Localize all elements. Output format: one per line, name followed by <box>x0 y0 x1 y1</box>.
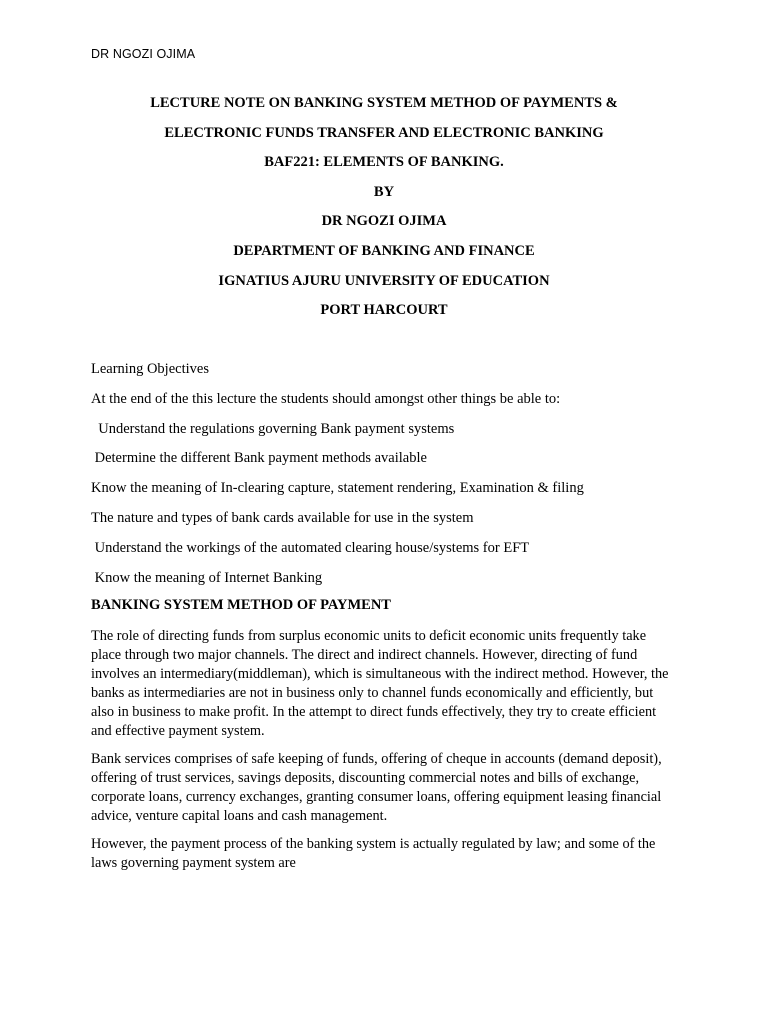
section-heading: BANKING SYSTEM METHOD OF PAYMENT <box>91 597 391 613</box>
city-line: PORT HARCOURT <box>320 302 448 319</box>
title-block <box>0 92 768 329</box>
objective-item: Understand the regulations governing Bank payment systems <box>91 420 455 437</box>
objective-item: Determine the different Bank payment methods available <box>91 450 427 467</box>
department-line: DEPARTMENT OF BANKING AND FINANCE <box>233 242 535 259</box>
page-header-author: DR NGOZI OJIMA <box>91 47 196 61</box>
body-paragraph: However, the payment process of the banking system is actually regulated by law; and some of the laws governing payment system are <box>91 836 656 871</box>
author-line: DR NGOZI OJIMA <box>321 213 447 230</box>
title-line-2: ELECTRONIC FUNDS TRANSFER AND ELECTRONIC BANKING <box>164 124 604 141</box>
by-line: BY <box>373 183 395 200</box>
objective-item: Understand the workings of the automated clearing house/systems for EFT <box>91 539 530 556</box>
title-line-1: LECTURE NOTE ON BANKING SYSTEM METHOD OF PAYMENTS & <box>150 95 618 111</box>
university-line: IGNATIUS AJURU UNIVERSITY OF EDUCATION <box>218 272 550 289</box>
learning-objectives <box>91 358 691 596</box>
body-paragraph: The role of directing funds from surplus economic units to deficit economic units frequently take place through two major channels. The direct and indirect channels. However, directing of fund involves an intermediary(middleman), which is simultaneous with the indirect method. However, the banks as intermediaries are not in business only to channel funds economically and efficiently, but also in business to make profit. In the attempt to direct funds effectively, they try to create efficient and effective payment system. <box>91 628 669 739</box>
body-paragraph: Bank services comprises of safe keeping of funds, offering of cheque in accounts (demand deposit), offering of trust services, savings deposits, discounting commercial notes and bills of exchange, corporate loans, currency exchanges, granting consumer loans, offering equipment leasing financial advice, venture capital loans and cash management. <box>91 751 662 824</box>
objective-item: Know the meaning of Internet Banking <box>91 569 323 586</box>
course-code-line: BAF221: ELEMENTS OF BANKING. <box>264 154 504 171</box>
objectives-heading: Learning Objectives <box>91 361 209 377</box>
objective-item: The nature and types of bank cards available for use in the system <box>91 509 474 526</box>
section-body <box>91 627 679 882</box>
objectives-intro: At the end of the this lecture the students should amongst other things be able to: <box>91 390 561 407</box>
objective-item: Know the meaning of In-clearing capture, statement rendering, Examination & filing <box>91 480 584 497</box>
